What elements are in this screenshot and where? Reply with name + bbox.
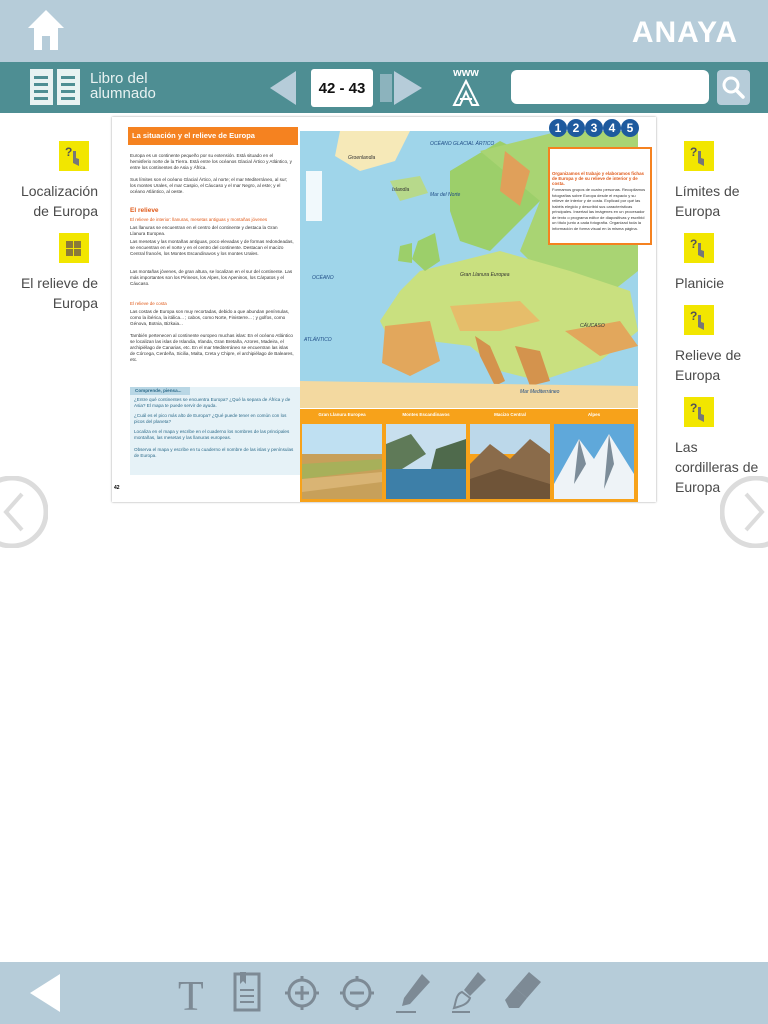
map-label-mediterraneo: Mar Mediterráneo: [520, 389, 560, 395]
task-tag-5: 5: [621, 119, 639, 137]
map-label-atlantico: ATLÁNTICO: [304, 337, 332, 343]
limits-text: Sus límites son el océano Glacial Ártico, al norte; el mar Mediterráneo, al sur; los montes Urales, el mar Caspio, el Cáucaso y el mar Negro, al este; y el océano Atlántico, al oeste.: [130, 177, 288, 194]
resource-label-limites[interactable]: Límites de Europa: [675, 183, 740, 219]
back-icon[interactable]: [26, 968, 64, 1018]
resource-label-planicie[interactable]: Planicie: [675, 275, 725, 291]
zoom-in-icon[interactable]: [284, 968, 320, 1018]
question-1: ¿Entre qué continentes se encuentra Europa? ¿Qué la separa de África y de Asia? El mapa te puede servir de ayuda.: [134, 397, 291, 408]
resource-label-localizacion[interactable]: Localización de Europa: [20, 183, 98, 219]
text-icon[interactable]: [174, 968, 210, 1018]
chevron-right-icon[interactable]: [720, 476, 768, 548]
montanas-text: Las montañas jóvenes, de gran altura, se localizan en el sur del continente. Las más importantes son los Pirineos, los Alpes, los Apeninos, los Cárpatos y el Cáucaso.: [130, 269, 293, 286]
book-icon[interactable]: [29, 68, 81, 106]
zoom-out-icon[interactable]: [339, 968, 375, 1018]
brush-icon[interactable]: [450, 968, 490, 1018]
book-page-spread: [112, 117, 656, 502]
photo-label-escandinavos: Montes Escandinavos: [402, 412, 450, 417]
svg-text:?: ?: [690, 237, 698, 251]
question-4: Observa el mapa y escribe en tu cuaderno el nombre de las islas y penínsulas de Europa.: [134, 447, 294, 458]
question-2: ¿Cuál es el pico más alto de Europa? ¿Qué puede tener en común con los picos del planeta?: [134, 413, 287, 424]
triangle-left-icon[interactable]: [268, 70, 298, 106]
map-label-caucaso: CÁUCASO: [580, 323, 605, 329]
resource-label-relieve[interactable]: El relieve de Europa: [20, 275, 98, 311]
relieve-heading: El relieve: [130, 207, 159, 214]
comprende-title: Comprende, piensa...: [130, 387, 190, 395]
chevron-left-icon[interactable]: [0, 476, 48, 548]
www-label: www: [453, 67, 479, 79]
intro-text: Europa es un continente pequeño por su extensión. Está situado en el hemisferio norte de la Tierra. Está entre los océanos Glacial Ártico y Atlántico, y entre los continentes de Asia y África.: [130, 153, 292, 170]
map-label-islandia: Islandia: [392, 187, 410, 193]
page-left-column: [112, 117, 300, 502]
question-3: Localiza en el mapa y escribe en el cuaderno los nombres de las principales montañas, las mesetas y las llanuras europeas.: [134, 429, 290, 440]
search-icon: [717, 70, 750, 105]
pencil-icon[interactable]: [394, 968, 434, 1018]
task-tag-1: 1: [549, 119, 567, 137]
map-puzzle-icon[interactable]: [59, 233, 89, 263]
hand-question-icon[interactable]: [684, 397, 714, 427]
map-label-arctic: OCÉANO GLACIAL ÁRTICO: [430, 141, 495, 147]
hand-question-icon[interactable]: [684, 141, 714, 171]
costa-text: Las costas de Europa son muy recortadas, debido a que abundan penínsulas, como la ibérica, la itálica... ; cabos, como Norte, Finisterre... ; y golfos, como Génova, Botnia, Bizkaia...: [130, 309, 290, 326]
book-label[interactable]: Libro del alumnado: [90, 70, 156, 102]
task-tag-2: 2: [567, 119, 585, 137]
note-icon[interactable]: [232, 968, 262, 1018]
photo-escandinavos: [386, 424, 466, 499]
task-title: Organizamos el trabajo y elaboramos fichas de Europa y de su relieve de interior y de costa.: [552, 171, 644, 186]
photo-macizo: [470, 424, 550, 499]
www-icon[interactable]: [446, 67, 486, 109]
task-tag-3: 3: [585, 119, 603, 137]
lesson-title: La situación y el relieve de Europa: [128, 127, 298, 145]
task-tag-4: 4: [603, 119, 621, 137]
map-legend: [306, 171, 322, 221]
photo-label-llanura: Gran Llanura Europea: [318, 412, 366, 417]
resource-label-relieve-europa[interactable]: Relieve de Europa: [675, 347, 742, 383]
search-input[interactable]: [511, 70, 709, 104]
photo-label-alpes: Alpes: [587, 412, 601, 417]
svg-text:?: ?: [690, 145, 698, 159]
hand-question-icon[interactable]: [684, 305, 714, 335]
map-label-mar-norte: Mar del Norte: [430, 192, 461, 198]
svg-text:?: ?: [690, 309, 698, 323]
bottom-toolbar: [0, 962, 768, 1024]
search-button[interactable]: [717, 70, 750, 105]
comprende-box: [130, 387, 300, 475]
resource-label-cordilleras[interactable]: Las cordilleras de Europa: [675, 439, 759, 495]
map-label-oceano: OCÉANO: [312, 275, 334, 281]
brand-logo: ANAYA: [631, 16, 738, 49]
llanuras-text: Las llanuras se encuentran en el centro del continente y destaca la Gran Llanura Europea.: [130, 225, 278, 236]
svg-text:?: ?: [690, 401, 698, 415]
page-indicator[interactable]: 42 - 43: [311, 69, 373, 107]
anaya-a-icon: [446, 79, 486, 107]
relieve-subheading: El relieve de interior: llanuras, mesetas antiguas y montañas jóvenes: [130, 217, 268, 222]
mesetas-text: Las mesetas y las montañas antiguas, poco elevadas y de formas redondeadas, se encuentran en el norte y en el centro del continente. Destacan el macizo Central francés, los Montes Escandinavos y los montes Urales.: [130, 239, 294, 256]
hand-question-icon[interactable]: [684, 233, 714, 263]
photo-llanura: [302, 424, 382, 499]
svg-text:?: ?: [65, 145, 73, 159]
triangle-right-icon[interactable]: [380, 70, 424, 106]
map-label-groenlandia: Groenlandia: [348, 155, 376, 161]
islas-text: También pertenecen al continente europeo muchas islas: En el océano Atlántico se localizan las islas de Islandia, Irlanda, Gran Bretaña, Azores, Madeira, el archipiélago de Canarias, etc. En el mar Mediterráneo se encuentran las islas de Córcega, Cerdeña, Sicilia, Malta, Creta y Chipre, el archipiélago de Baleares, etc.: [130, 333, 294, 362]
eraser-icon[interactable]: [503, 968, 545, 1018]
svg-text:T: T: [178, 974, 204, 1018]
photo-strip: [300, 409, 638, 502]
costa-subheading: El relieve de costa: [130, 301, 167, 306]
page-number: 42: [114, 485, 120, 491]
home-icon[interactable]: [26, 8, 66, 52]
photo-alpes: [554, 424, 634, 499]
task-text: Formamos grupos de cuatro personas. Recopilamos fotografías sobre Europa desde el espacio y su relieve de interior y de costa. Explicad por qué las habéis elegido y describid sus características principales. Insertad las imágenes en un procesador de texto o programa editor de diapositivas y escribid un título junto a cada fotografía. Organizad toda la información de forma visual en la misma página.: [552, 187, 646, 231]
hand-question-icon[interactable]: [59, 141, 89, 171]
task-box: [548, 147, 652, 245]
map-label-llanura: Gran Llanura Europea: [460, 272, 510, 278]
photo-label-macizo: Macizo Central: [494, 412, 526, 417]
